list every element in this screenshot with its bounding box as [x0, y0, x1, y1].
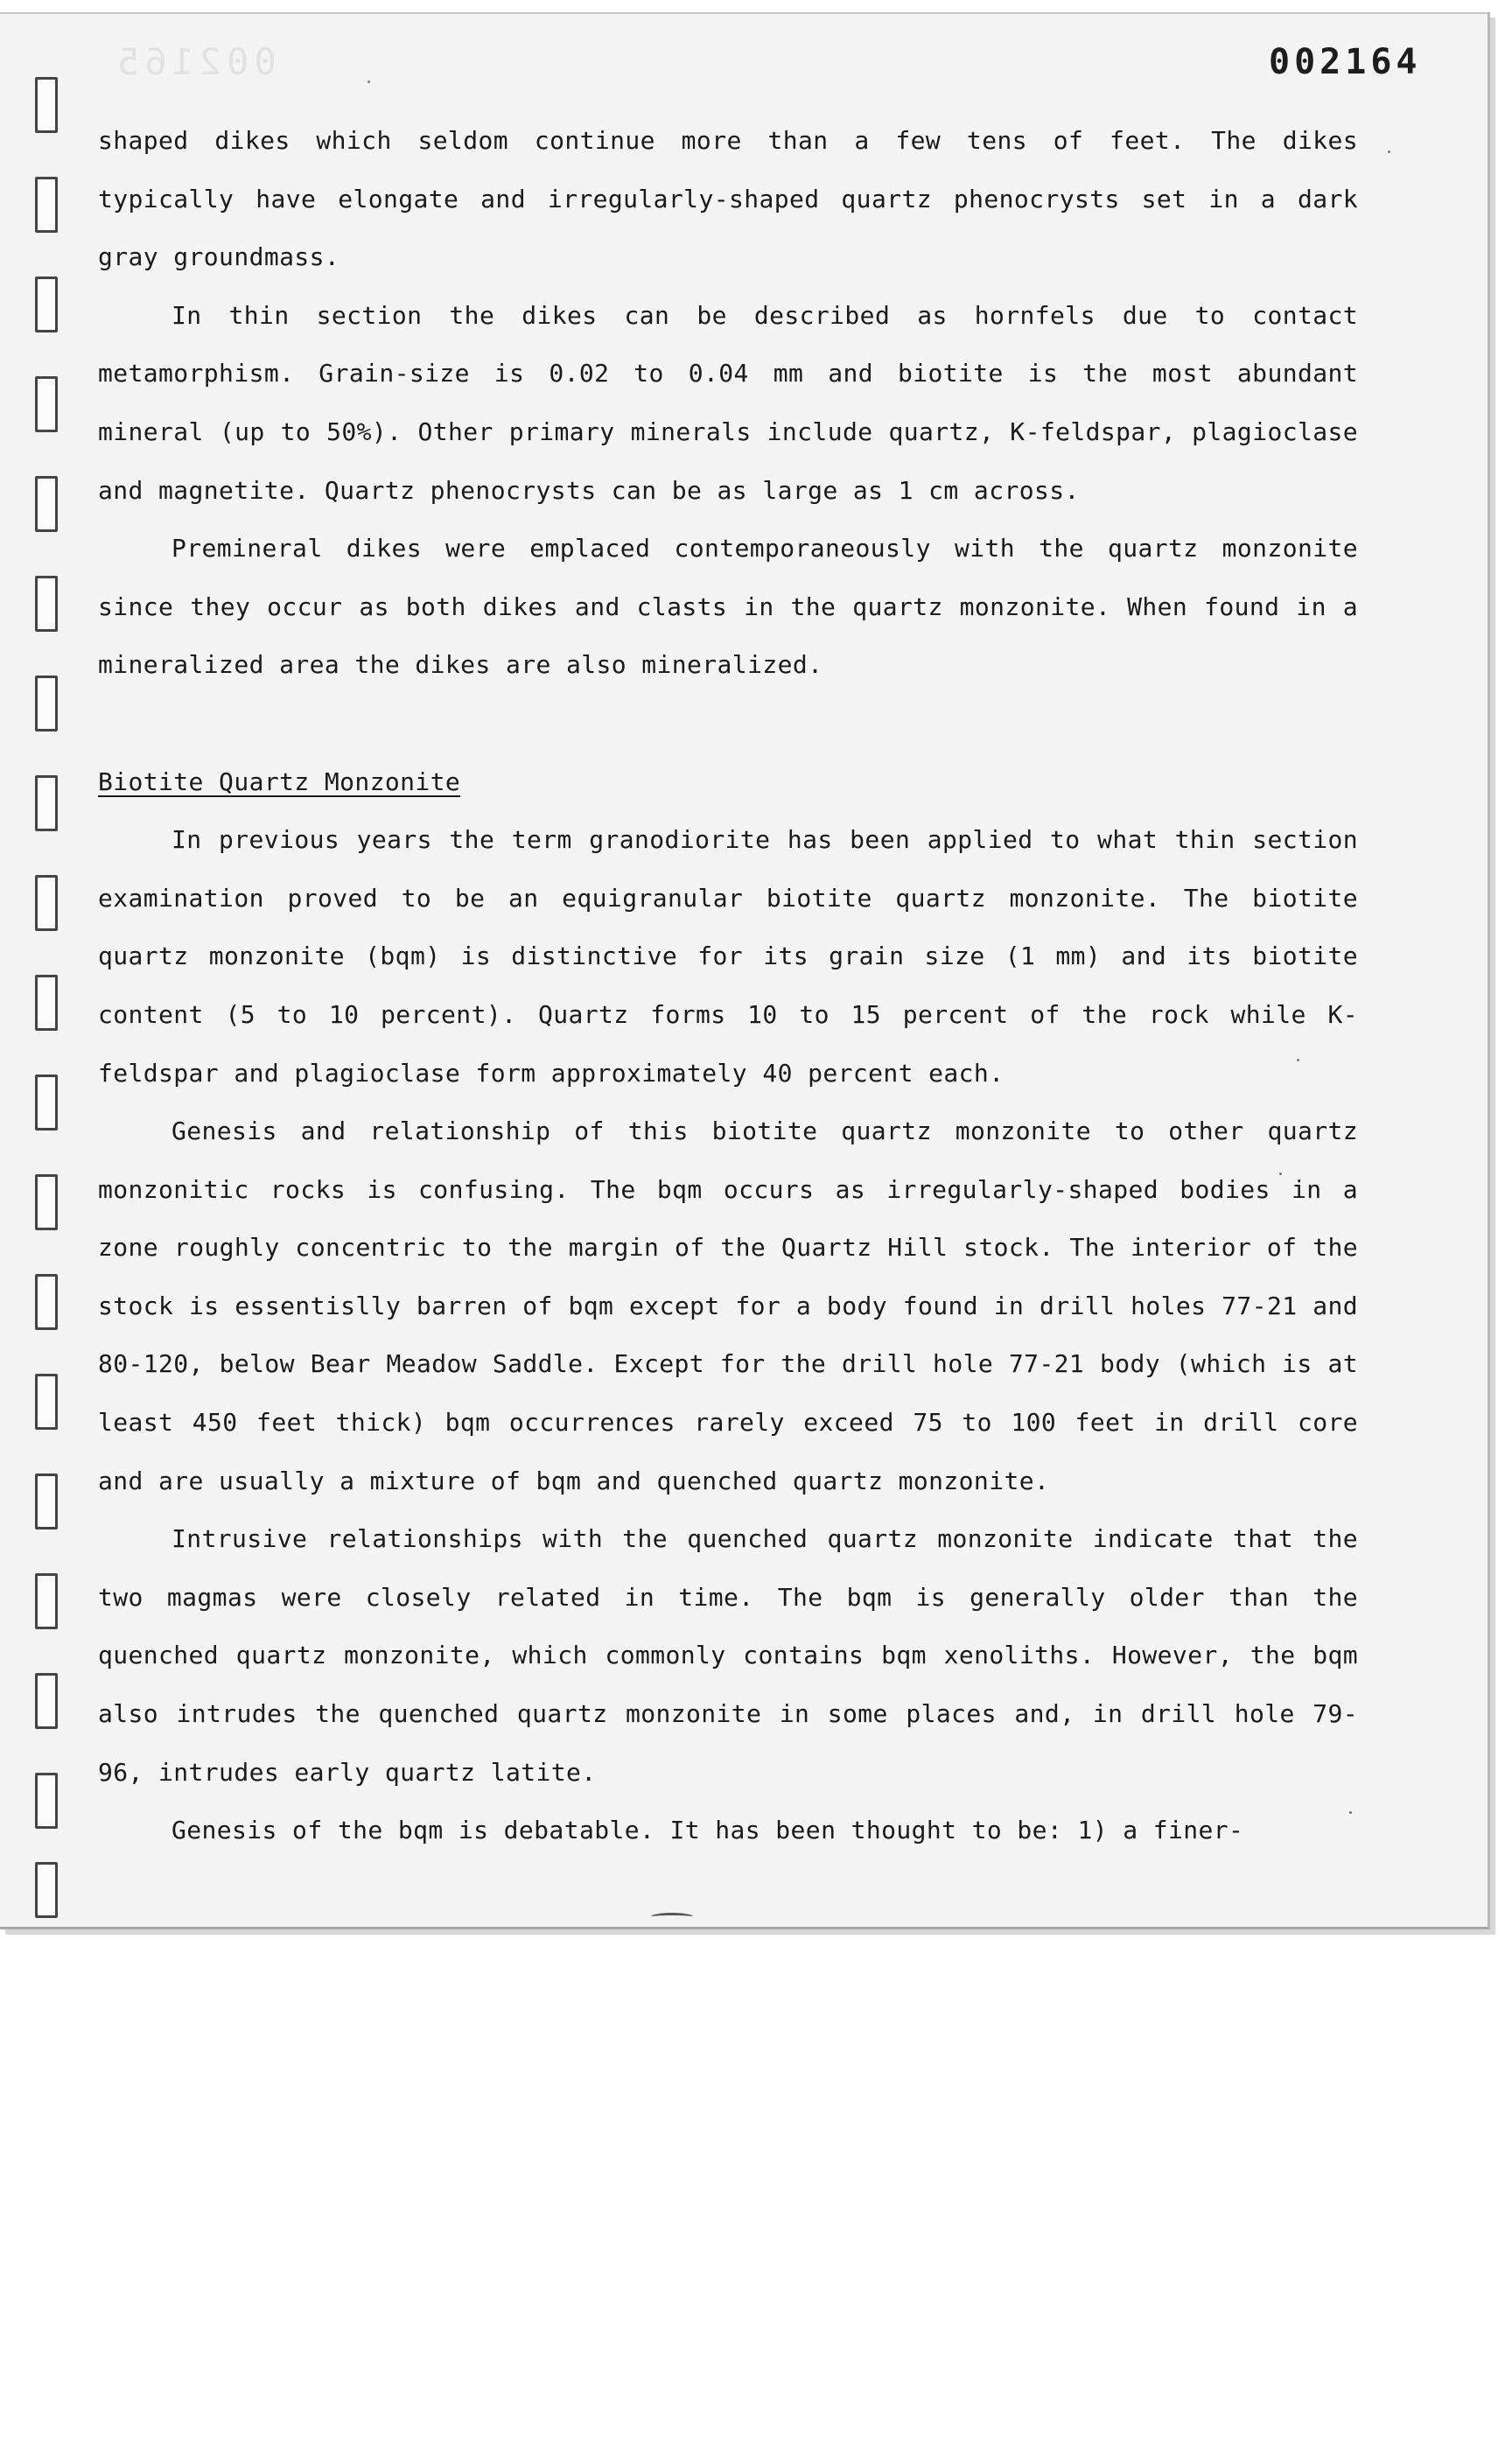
- page-top-edge: [0, 12, 1488, 14]
- page-number: 002164: [1269, 42, 1422, 82]
- footer-mark: [651, 1913, 693, 1921]
- perforation-hole: [35, 1174, 58, 1230]
- scan-speck: [1297, 1059, 1299, 1061]
- paragraph: In thin section the dikes can be described as hornfels due to contact metamorphism. Grain-size is 0.02 to 0.04 mm and biotite is the most abundant mineral (up to 50%). Other primary minerals include quartz, K-feldspar, plagioclase and magnetite. Quartz phenocrysts can be as large as 1 cm across.: [98, 300, 1358, 505]
- paragraph: Intrusive relationships with the quenched quartz monzonite indicate that the two magmas were closely related in time. The bqm is generally older than the quenched quartz monzonite, which commonly contains bqm xenoliths. However, the bqm also intrudes the quenched quartz monzonite in some places and, in drill hole 79-96, intrudes early quartz latite.: [98, 1524, 1358, 1787]
- perforation-hole: [35, 177, 58, 233]
- perforation-hole: [35, 476, 58, 532]
- bleed-through-page-number: 002165: [112, 40, 276, 83]
- section-heading: Biotite Quartz Monzonite: [98, 766, 461, 796]
- paragraph: shaped dikes which seldom continue more than a few tens of feet. The dikes typically have elongate and irregularly-shaped quartz phenocrysts set in a dark gray groundmass.: [98, 126, 1358, 272]
- document-body: [98, 112, 1358, 1860]
- perforation-hole: [35, 1773, 58, 1829]
- perforation-hole: [35, 1673, 58, 1729]
- perforation-hole: [35, 77, 58, 133]
- paragraph: Genesis and relationship of this biotite quartz monzonite to other quartz monzonitic rocks is confusing. The bqm occurs as irregularly-shaped bodies in a zone roughly concentric to the margin of the Quartz Hill stock. The interior of the stock is essentislly barren of bqm except for a body found in drill holes 77-21 and 80-120, below Bear Meadow Saddle. Except for the drill hole 77-21 body (which is at least 450 feet thick) bqm occurrences rarely exceed 75 to 100 feet in drill core and are usually a mixture of bqm and quenched quartz monzonite.: [98, 1116, 1358, 1495]
- scan-speck: [1388, 150, 1390, 153]
- perforation-hole: [35, 875, 58, 931]
- perforation-hole: [35, 376, 58, 432]
- perforation-hole: [35, 1274, 58, 1330]
- perforation-hole: [35, 1374, 58, 1430]
- perforation-hole: [35, 1862, 58, 1918]
- paragraph: Premineral dikes were emplaced contemporaneously with the quartz monzonite since they occur as both dikes and clasts in the quartz monzonite. When found in a mineralized area the dikes are also mineralized.: [98, 534, 1358, 680]
- perforation-hole: [35, 975, 58, 1031]
- perforation-hole: [35, 775, 58, 831]
- paragraph: In previous years the term granodiorite has been applied to what thin section examination proved to be an equigranular biotite quartz monzonite. The biotite quartz monzonite (bqm) is distinctive for its grain size (1 mm) and its biotite content (5 to 10 percent). Quartz forms 10 to 15 percent of the rock while K-feldspar and plagioclase form approximately 40 percent each.: [98, 825, 1358, 1088]
- scan-speck: [1349, 1811, 1352, 1814]
- perforation-hole: [35, 1474, 58, 1530]
- perforation-hole: [35, 1573, 58, 1629]
- paragraph: Genesis of the bqm is debatable. It has been thought to be: 1) a finer-: [172, 1816, 1244, 1845]
- scan-speck: [1279, 1172, 1282, 1175]
- scan-speck: [368, 80, 370, 83]
- perforation-hole: [35, 276, 58, 332]
- perforation-hole: [35, 1074, 58, 1130]
- perforation-hole: [35, 676, 58, 732]
- perforation-strip: [35, 77, 58, 1897]
- perforation-hole: [35, 576, 58, 632]
